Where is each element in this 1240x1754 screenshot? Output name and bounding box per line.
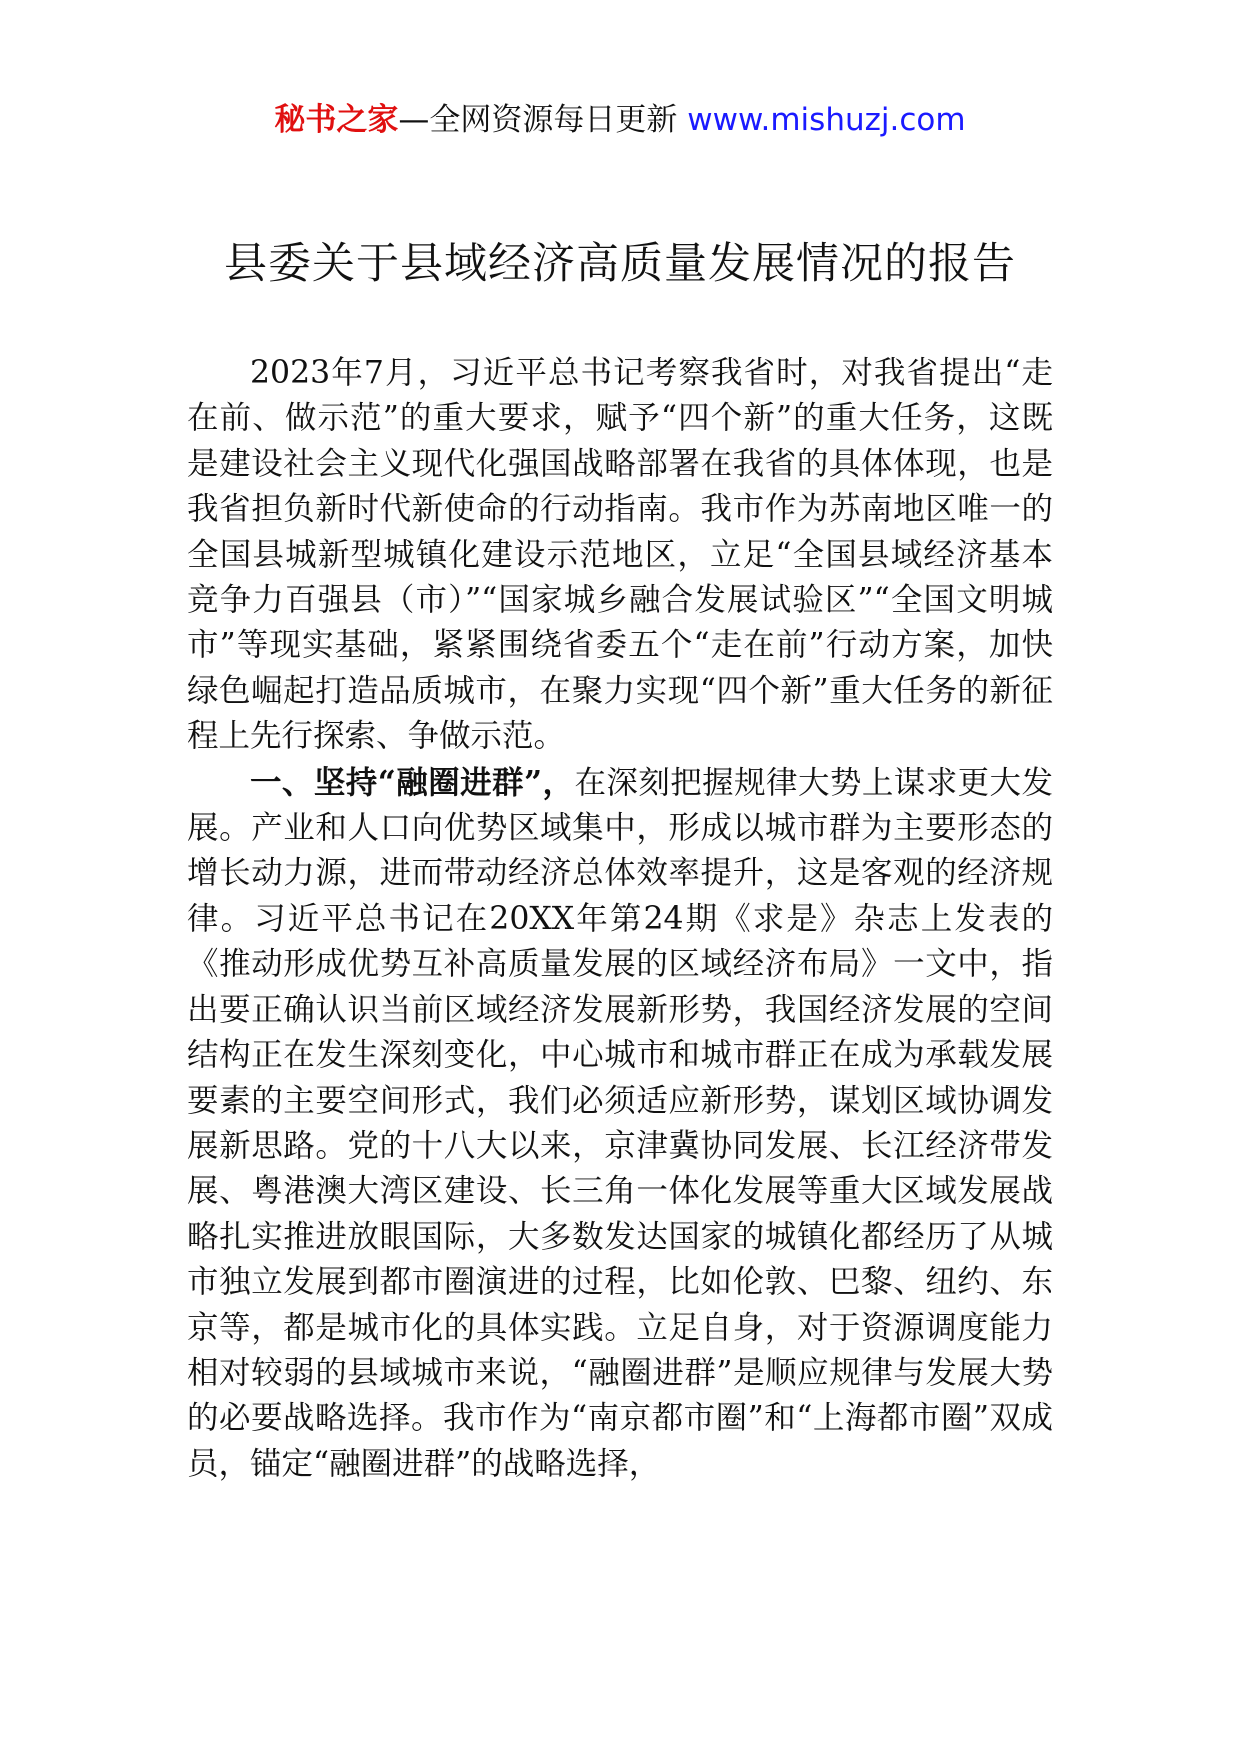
document-title: 县委关于县域经济高质量发展情况的报告 xyxy=(224,239,1016,289)
paragraph-text: 2023年7月，习近平总书记考察我省时，对我省提出“走在前、做示范”的重大要求，赋予“四个新”的重大任务，这既是建设社会主义现代化强国战略部署在我省的具体体现，也是我省担负新时代新使命的行动指南。我市作为苏南地区唯一的全国县城新型城镇化建设示范地区，立足“全国县域经济基本竞争力百强县（市）”“国家城乡融合发展试验区”“全国文明城市”等现实基础，紧紧围绕省委五个“走在前”行动方案，加快绿色崛起打造品质城市，在聚力实现“四个新”重大任务的新征程上先行探索、争做示范。 xyxy=(187,355,1053,755)
website-link[interactable]: www.mishuzj.com xyxy=(687,102,966,138)
brand-name: 秘书之家 xyxy=(274,102,399,138)
document-body xyxy=(187,350,1053,1487)
paragraph-section-1 xyxy=(187,760,1053,1488)
paragraph-text: 在深刻把握规律大势上谋求更大发展。产业和人口向优势区域集中，形成以城市群为主要形态的增长动力源，进而带动经济总体效率提升，这是客观的经济规律。习近平总书记在20XX年第24期《求是》杂志上发表的《推动形成优势互补高质量发展的区域经济布局》一文中，指出要正确认识当前区域经济发展新形势，我国经济发展的空间结构正在发生深刻变化，中心城市和城市群正在成为承载发展要素的主要空间形式，我们必须适应新形势，谋划区域协调发展新思路。党的十八大以来，京津冀协同发展、长江经济带发展、粤港澳大湾区建设、长三角一体化发展等重大区域发展战略扎实推进放眼国际，大多数发达国家的城镇化都经历了从城市独立发展到都市圈演进的过程，比如伦敦、巴黎、纽约、东京等，都是城市化的具体实践。立足自身，对于资源调度能力相对较弱的县域城市来说，“融圈进群”是顺应规律与发展大势的必要战略选择。我市作为“南京都市圈”和“上海都市圈”双成员，锚定“融圈进群”的战略选择， xyxy=(187,764,1053,1482)
site-header xyxy=(0,100,1240,140)
paragraph-intro xyxy=(187,350,1053,760)
section-heading: 一、坚持“融圈进群”， xyxy=(250,763,575,801)
header-tagline: —全网资源每日更新 xyxy=(398,102,678,138)
